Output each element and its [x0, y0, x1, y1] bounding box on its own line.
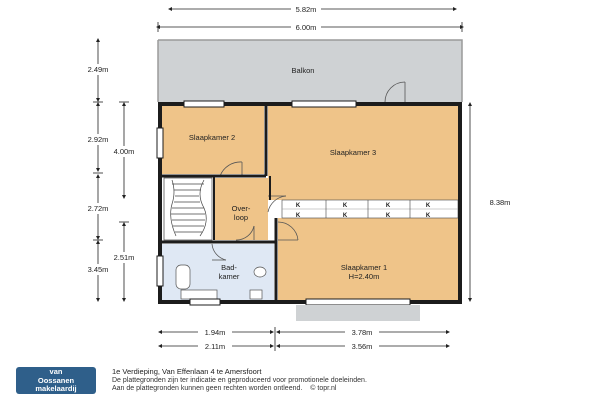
disclaimer-text: Aan de plattegronden kunnen geen rechten worden ontleend.: [112, 385, 303, 393]
staircase: [164, 178, 212, 240]
label-slaapkamer-3: Slaapkamer 3: [329, 148, 377, 157]
disclaimer-line: [112, 385, 367, 394]
room-slaapkamer-1: [278, 218, 458, 300]
kast-label: K: [342, 213, 348, 219]
dim-right-total: 8.38m: [489, 198, 511, 207]
label-overloop-1: Over-: [231, 204, 251, 213]
kast-label: K: [385, 213, 391, 219]
dim-left-middle: 2.72m: [87, 204, 109, 213]
kast-label: K: [295, 203, 301, 209]
label-overloop-2: loop: [233, 213, 249, 222]
label-slaapkamer-1-height: H=2.40m: [348, 272, 380, 281]
disclaimer-line: De plattegronden zijn ter indicatie en geproduceerd voor promotionele doeleinden.: [112, 376, 367, 384]
label-badkamer-2: kamer: [218, 272, 240, 281]
label-badkamer-1: Bad-: [221, 263, 237, 272]
logo-line: makelaardij: [35, 384, 77, 393]
brand-logo: [16, 367, 96, 394]
label-slaapkamer-1: Slaapkamer 1: [340, 263, 388, 272]
front-ledge: [296, 305, 420, 321]
dim-top-outer: 5.82m: [295, 5, 317, 14]
dim-bottom-a2: 3.78m: [351, 328, 373, 337]
dim-bottom-b1: 2.11m: [204, 342, 226, 351]
dim-left-badkamer-total: 2.51m: [113, 253, 135, 262]
dim-left-slaapkamer2-total: 4.00m: [113, 147, 135, 156]
kast-label: K: [385, 203, 391, 209]
footer: [0, 366, 600, 400]
kast-label: K: [295, 213, 301, 219]
dim-top-inner: 6.00m: [295, 23, 317, 32]
logo-line: Oossanen: [37, 375, 75, 385]
kast-label: K: [425, 203, 431, 209]
dim-bottom-a1: 1.94m: [204, 328, 226, 337]
kasten-row: [282, 200, 458, 219]
dim-left-slaapkamer2: 2.92m: [87, 135, 109, 144]
room-balkon: [158, 40, 462, 102]
dim-left-badkamer: 3.45m: [87, 265, 109, 274]
label-slaapkamer-2: Slaapkamer 2: [188, 133, 236, 142]
caption: [112, 368, 367, 394]
dim-bottom-b2: 3.56m: [351, 342, 373, 351]
label-balkon: Balkon: [291, 66, 315, 75]
floor-title: 1e Verdieping, Van Effenlaan 4 te Amersfoort: [112, 367, 262, 376]
credit: © topr.nl: [310, 385, 337, 393]
kast-label: K: [425, 213, 431, 219]
logo-line: van: [49, 367, 63, 376]
dim-left-balkon: 2.49m: [87, 65, 109, 74]
kast-label: K: [342, 203, 348, 209]
